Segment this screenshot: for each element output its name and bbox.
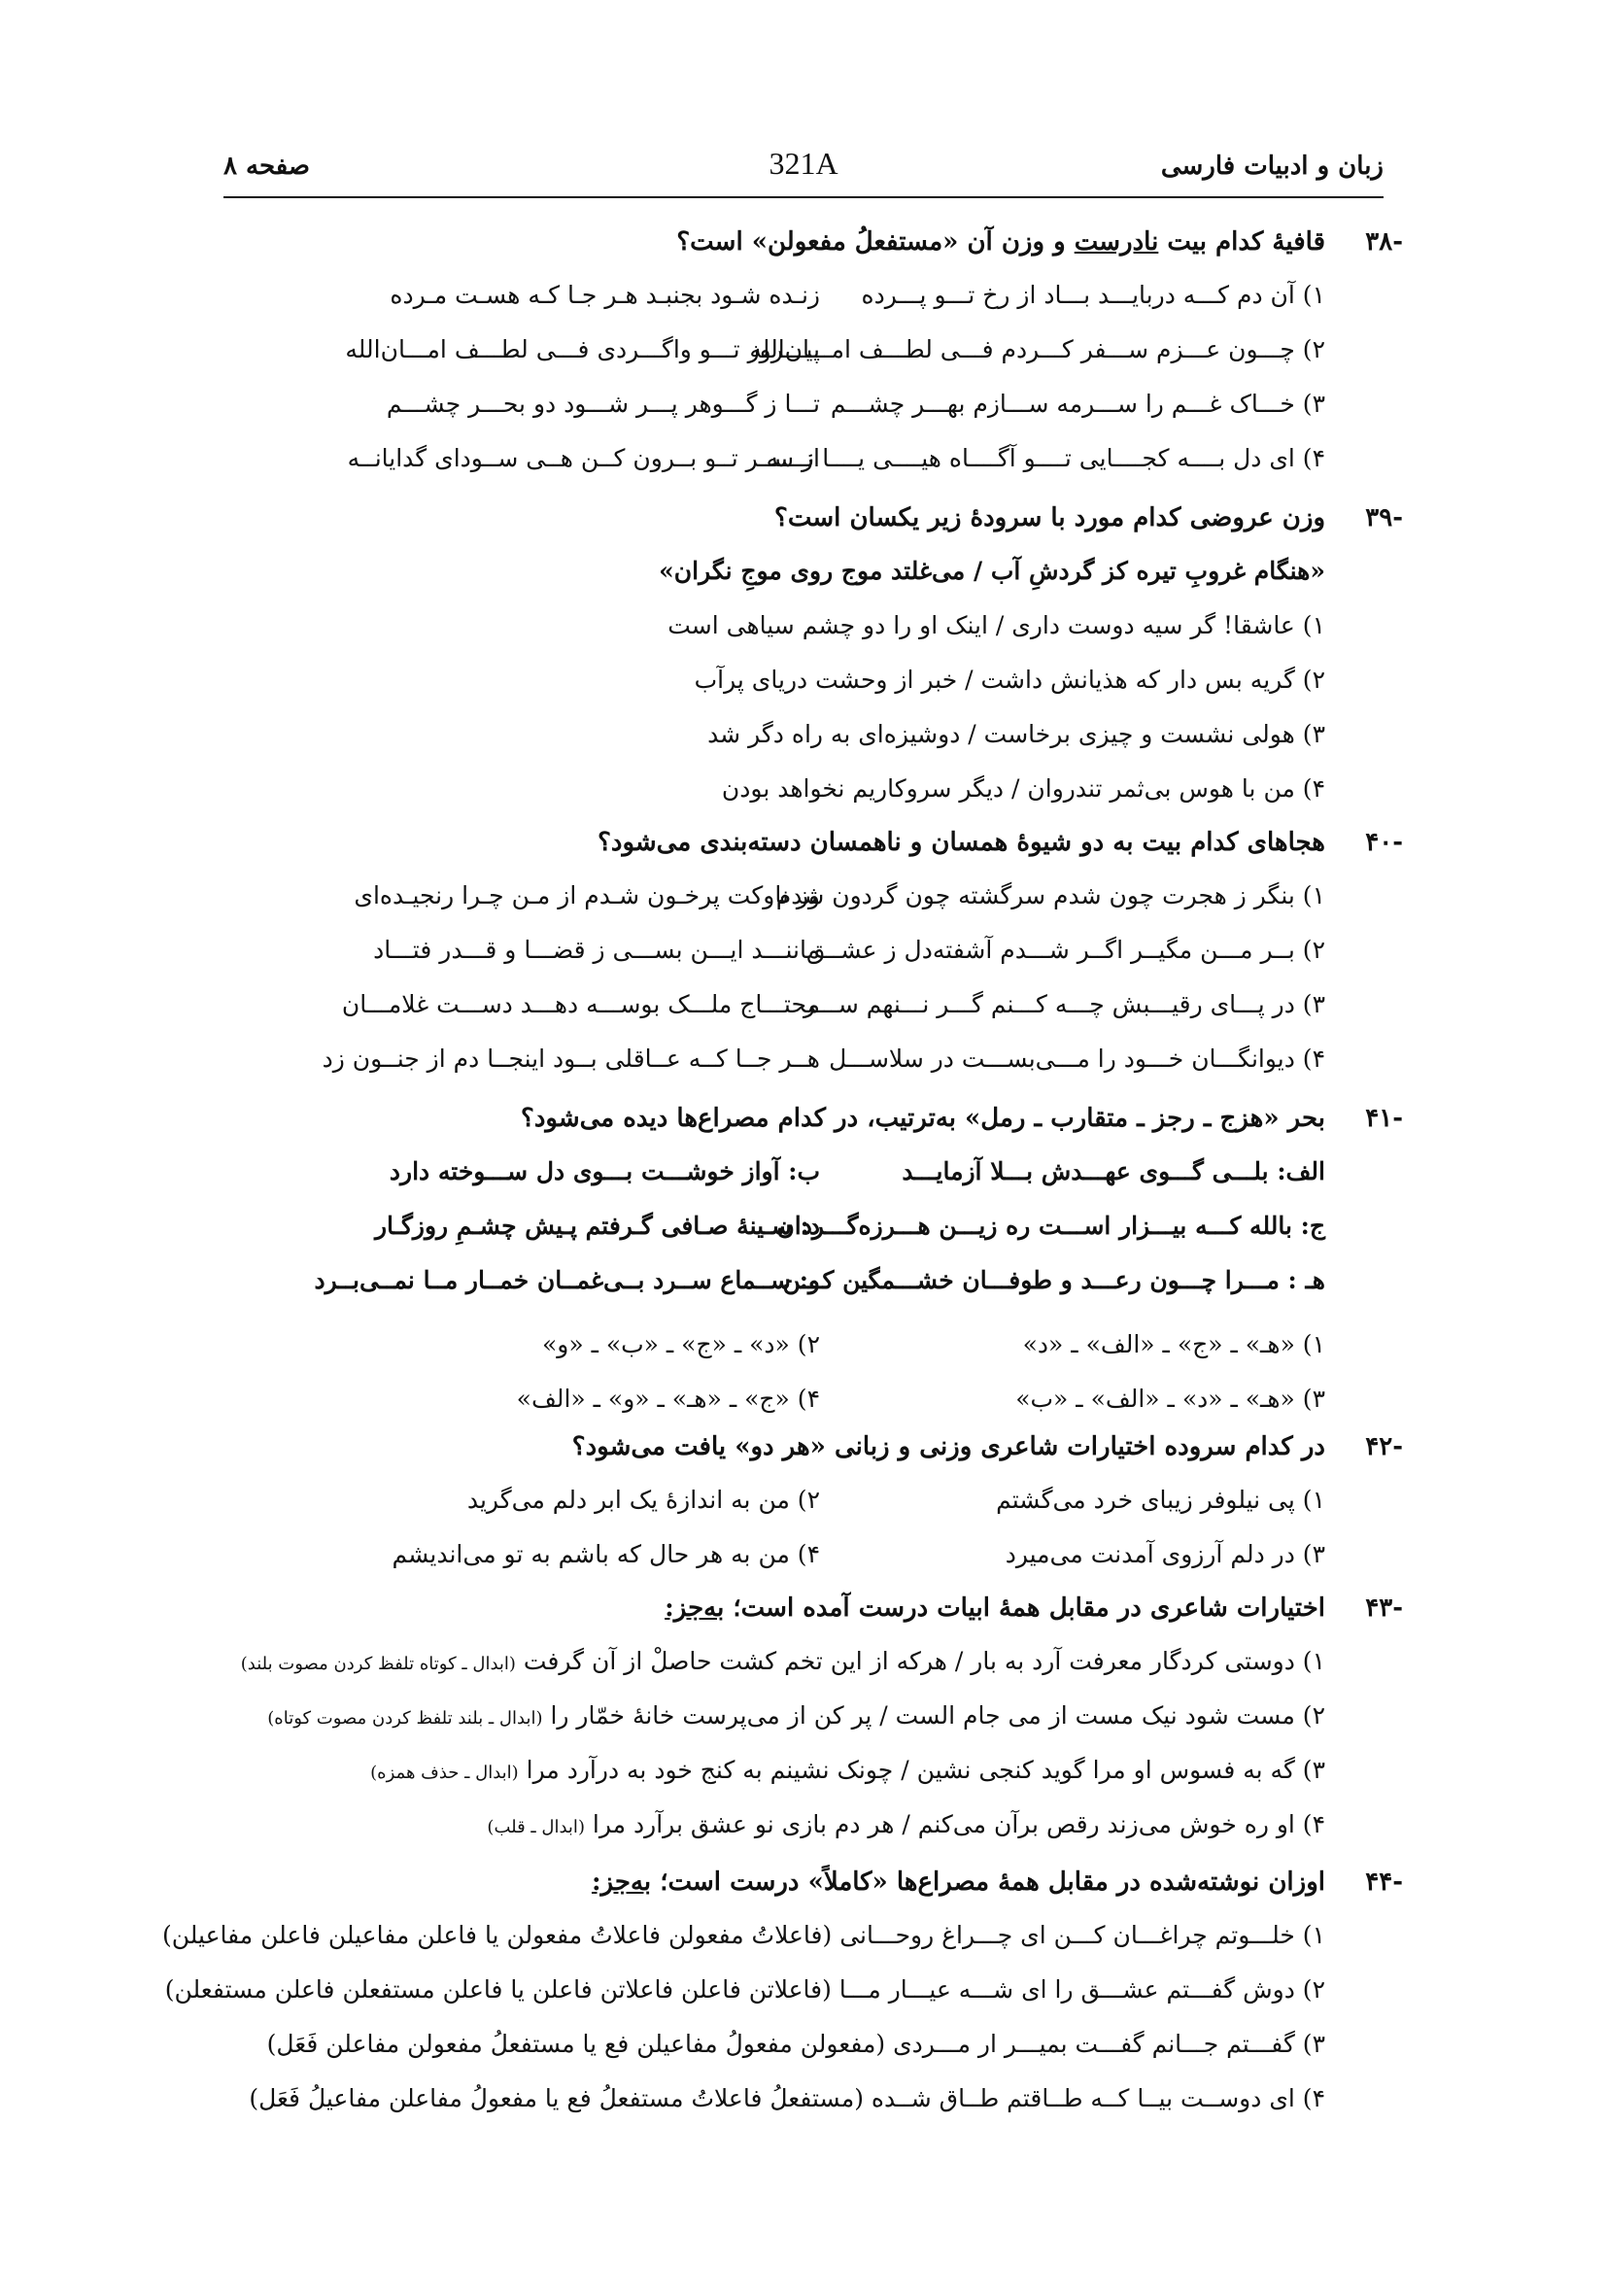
option-row[interactable]: ۳) در دلم آرزوی آمدنت می‌میرد ۴) من به هر حال که باشم به تو می‌اندیشم [392,1540,1325,1568]
page-header [223,146,1384,194]
question-prompt: اوزان نوشته‌شده در مقابل همهٔ مصراع‌ها «کاملاً» درست است؛ به‌جز: [591,1868,1325,1897]
question-number: -۴۴ [1365,1868,1403,1897]
question-number: -۴۰ [1365,828,1403,857]
question-40 [204,816,1403,1086]
question-prompt: وزن عروضی کدام مورد با سرودهٔ زیر یکسان است؟ [774,503,1325,532]
question-43 [204,1582,1403,1852]
option-row[interactable]: ۳) در پـــای رقیـــبش چـــه کـــنم گـــر نـــنهم ســـر محتـــاج ملـــک بوســـه دهـــد دســـت غلامـــان [341,990,1325,1018]
booklet-code: 321A [769,146,838,181]
option-row[interactable]: ۳) خـــاک غـــم را ســـرمه ســـازم بهـــر چشـــم تـــا ز گـــوهر پـــر شـــود دو بحـــر چشـــم [386,390,1325,418]
option-row[interactable]: ۴) من با هوس بی‌ثمر تندروان / دیگر سروکاریم نخواهد بودن [721,774,1325,803]
question-prompt: هجاهای کدام بیت به دو شیوهٔ همسان و ناهمسان دسته‌بندی می‌شود؟ [598,828,1325,857]
question-prompt: اختیارات شاعری در مقابل همهٔ ابیات درست آمده است؛ به‌جز: [665,1593,1325,1623]
question-44 [161,1856,1403,2126]
option-row[interactable]: ۲) چـــون عـــزم ســـفر کـــردم فـــی لطـــف امـــان‌الله پیـــروز تـــو واگـــردی فـــی لطـــف امـــان‌الله [345,335,1325,363]
option-row[interactable]: ۱) دوستی کردگار معرفت آرد به بار / هرکه از این تخم کشت حاصلْ از آن گرفت (ابدال ـ کوتاه تلفظ کردن مصوت بلند) [240,1647,1325,1675]
verse-line: الف: بلـــی گـــوی عهـــدش بـــلا آزمایـــد ب: آواز خوشـــت بـــوی دل ســـوخته دارد [389,1157,1325,1185]
question-39 [204,492,1403,816]
option-row[interactable]: ۴) او ره خوش می‌زند رقص برآن می‌کنم / هر دم بازی نو عشق برآرد مرا (ابدال ـ قلب) [487,1810,1325,1838]
option-row[interactable]: ۱) پی نیلوفر زیبای خرد می‌گشتم ۲) من به اندازهٔ یک ابر دلم می‌گرید [466,1486,1325,1514]
option-row[interactable]: ۴) دیوانگـــان خـــود را مـــی‌بســـت در سلاســـل هــر جــا کــه عــاقلی بــود اینجــا دم از جنــون زد [322,1045,1325,1073]
question-prompt: بحر «هزج ـ رجز ـ متقارب ـ رمل» به‌ترتیب، در کدام مصراع‌ها دیده می‌شود؟ [521,1104,1325,1133]
option-row[interactable]: ۱) خلـــوتم چراغـــان کـــن ای چـــراغ روحـــانی (فاعلاتُ مفعولن فاعلاتُ مفعولن یا فاعلن مفاعیلن فاعلن مفاعیلن) [161,1921,1325,1949]
question-38 [204,216,1403,486]
option-row[interactable]: ۳) هولی نشست و چیزی برخاست / دوشیزه‌ای به راه دگر شد [707,720,1325,748]
question-prompt: در کدام سروده اختیارات شاعری وزنی و زبانی «هر دو» یافت می‌شود؟ [571,1432,1325,1461]
question-41 [204,1092,1403,1426]
option-row[interactable]: ۲) دوش گفـــتم عشـــق را ای شـــه عیـــار مـــا (فاعلاتن فاعلن فاعلاتن فاعلن یا فاعلن مستفعلن فاعلن مستفعلن) [164,1975,1325,2004]
subject-title: زبان و ادبیات فارسی [1160,152,1384,181]
verse-line: هـ : مـــرا چـــون رعـــد و طوفـــان خشـــمگین کـــن و: ســماع ســرد بــی‌غمــان خمــار مــا نمــی‌بــرد [314,1266,1325,1294]
option-row[interactable]: ۱) «هـ» ـ «ج» ـ «الف» ـ «د» ۲) «د» ـ «ج» ـ «ب» ـ «و» [541,1330,1325,1358]
option-row[interactable]: ۲) گریه بس دار که هذیانش داشت / خبر از وحشت دریای پرآب [694,666,1325,694]
question-42 [204,1421,1403,1582]
option-row[interactable]: ۴) ای دل بــــه کجــــایی تــــو آگــــاه هیــــی یــــا نــــه از ســر تــو بــرون کــن هــی ســودای گدایانــه [347,444,1325,472]
question-prompt: قافیهٔ کدام بیت نادرست و وزن آن «مستفعلُ مفعولن» است؟ [676,227,1325,257]
quoted-verse: «هنگام غروبِ تیره کز گردشِ آب / می‌غلتد موج روی موجِ نگران» [659,557,1325,585]
question-number: -۳۸ [1365,227,1403,257]
question-number: -۴۳ [1365,1593,1403,1623]
question-number: -۳۹ [1365,503,1403,532]
option-row[interactable]: ۱) بنگر ز هجرت چون شدم سرگشته چون گردون شدم وز ناوکت پرخـون شـدم از مـن چـرا رنجیـده‌ای [354,881,1325,909]
question-number: -۴۱ [1365,1104,1403,1133]
option-row[interactable]: ۴) ای دوســت بیــا کــه طــاقتم طــاق شــده (مستفعلُ فاعلاتُ مستفعلُ فع یا مفعولُ مفاعلن مفاعیلُ فَعَل) [249,2084,1325,2112]
question-number: -۴۲ [1365,1432,1403,1461]
verse-line: ج: بالله کـــه بیـــزار اســـت ره زیـــن هـــرزه‌گـــردان د: سـینهٔ صـافی گـرفتم پـیش چشـمِ روزگـار [374,1212,1325,1240]
option-row[interactable]: ۱) عاشقا! گر سیه دوست داری / اینک او را دو چشم سیاهی است [667,611,1325,639]
page-number: صفحه ۸ [223,152,310,181]
option-row[interactable]: ۳) «هـ» ـ «د» ـ «الف» ـ «ب» ۴) «ج» ـ «هـ» ـ «و» ـ «الف» [516,1385,1325,1413]
option-row[interactable]: ۱) آن دم کـــه دربایـــد بـــاد از رخ تـــو پـــرده زنـده شـود بجنبـد هـر جـا کـه هسـت مـرده [390,281,1325,309]
option-row[interactable]: ۲) بــر مـــن مگیــر اگــر شـــدم آشفته‌دل ز عشــق ماننـــد ایـــن بســـی ز قضـــا و قـــدر فتـــاد [373,936,1325,964]
option-row[interactable]: ۳) گفـــتم جـــانم گفـــت بمیـــر ار مـــردی (مفعولن مفعولُ مفاعیلن فع یا مستفعلُ مفعولن مفاعلن فَعَل) [266,2030,1325,2058]
option-row[interactable]: ۲) مست شود نیک مست از می جام الست / پر کن از می‌پرست خانهٔ خمّار را (ابدال ـ بلند تلفظ کردن مصوت کوتاه) [267,1701,1325,1730]
option-row[interactable]: ۳) گه به فسوس او مرا گوید کنجی نشین / چونک نشینم به کنج خود به درآرد مرا (ابدال ـ حذف همزه) [370,1756,1325,1784]
header-divider [223,196,1384,198]
